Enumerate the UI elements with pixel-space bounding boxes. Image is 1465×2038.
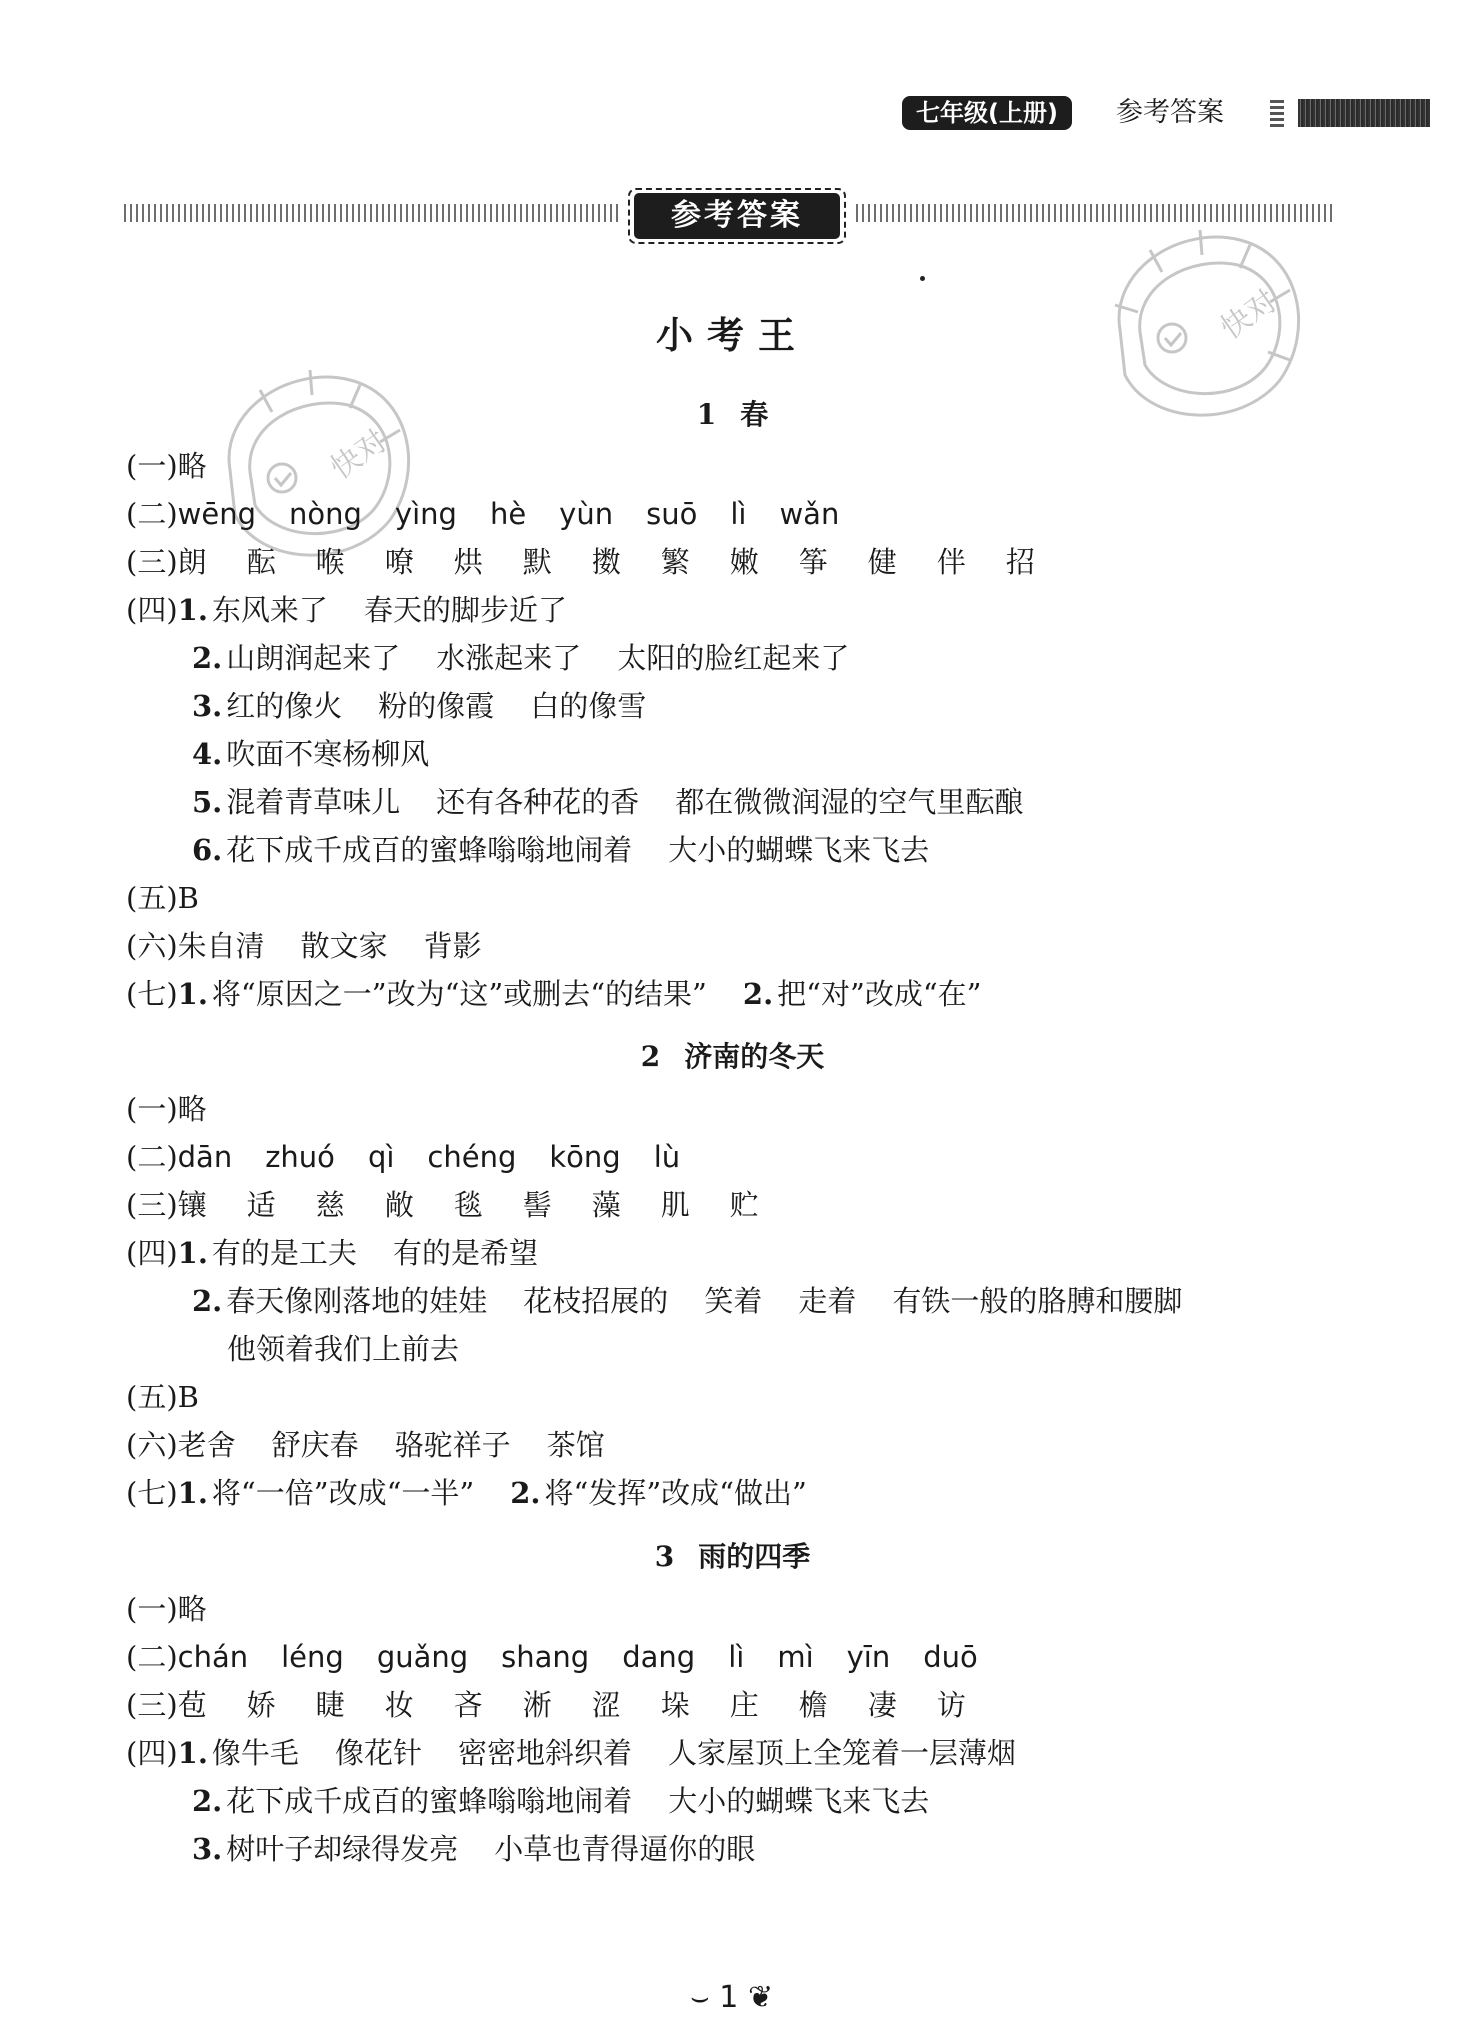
header-decoration-dots	[1270, 99, 1284, 127]
answer-segment: 有铁一般的胳膊和腰脚	[892, 1284, 1183, 1318]
answer-segment: 茶馆	[546, 1428, 605, 1462]
item-number: 6.	[192, 833, 223, 867]
answer-line	[126, 1136, 713, 1178]
pinyin-item: lì	[728, 1640, 745, 1674]
answer-line	[126, 1588, 207, 1630]
char-list	[178, 1184, 799, 1226]
question-label: (一)	[126, 1592, 178, 1626]
char-item: 垛	[660, 1688, 690, 1722]
answer-line	[126, 877, 199, 919]
char-item: 健	[867, 545, 897, 579]
char-item: 嘹	[384, 545, 414, 579]
question-label: (三)	[126, 1688, 178, 1722]
answer-segment: 红的像火	[226, 689, 343, 723]
item-number: 1.	[177, 1236, 208, 1270]
pinyin-item: lù	[653, 1140, 681, 1174]
answer-segment: 东风来了	[211, 593, 328, 627]
char-item: 访	[936, 1688, 966, 1722]
answer-segment: 人家屋顶上全笼着一层薄烟	[667, 1736, 1016, 1770]
section-title	[0, 393, 1465, 433]
question-label: (四)	[126, 593, 178, 627]
answer-segment: 老舍	[177, 1428, 236, 1462]
pinyin-item: zhuó	[265, 1140, 335, 1174]
header-title: 参考答案	[1116, 97, 1224, 128]
answer-segment: 将“原因之一”改为“这”或删去“的结果”	[211, 977, 707, 1011]
char-item: 朗	[177, 545, 207, 579]
char-item: 伴	[936, 545, 966, 579]
answer-line	[126, 1472, 807, 1514]
char-item: 繁	[660, 545, 690, 579]
char-item: 苞	[177, 1688, 207, 1722]
answer-line	[126, 1684, 1006, 1726]
answer-text: 略	[177, 1092, 207, 1126]
question-label: (五)	[126, 881, 178, 915]
answer-line	[126, 1732, 1016, 1774]
answer-text: 略	[177, 449, 207, 483]
pinyin-item: suō	[646, 497, 698, 531]
answer-line	[126, 445, 207, 487]
answer-segment: 笑着	[704, 1284, 763, 1318]
answer-line	[192, 781, 1059, 823]
watermark-text: 快对	[1214, 283, 1284, 347]
section-number: 1	[696, 398, 717, 431]
answer-segment: 像花针	[334, 1736, 422, 1770]
pinyin-item: chéng	[427, 1140, 517, 1174]
grade-tag: 七年级(上册)	[902, 96, 1072, 130]
leaf-icon: ❦	[747, 1980, 774, 2015]
answer-segment: 将“发挥”改成“做出”	[544, 1476, 807, 1510]
page-number	[690, 1980, 773, 2015]
answer-segment: 骆驼祥子	[394, 1428, 511, 1462]
question-label: (二)	[126, 497, 178, 531]
char-item: 藻	[591, 1188, 621, 1222]
section-title	[0, 1535, 1465, 1575]
answer-line	[126, 925, 518, 967]
answer-segment: 混着青草味儿	[226, 785, 401, 819]
answer-line	[192, 829, 965, 871]
section-name: 雨的四季	[698, 1540, 811, 1573]
question-label: (二)	[126, 1640, 178, 1674]
pinyin-item: nòng	[289, 497, 362, 531]
question-label: (六)	[126, 929, 178, 963]
pinyin-item: chán	[177, 1640, 249, 1674]
pinyin-item: shang	[501, 1640, 590, 1674]
answer-segment: 把“对”改成“在”	[777, 977, 982, 1011]
item-number: 2.	[192, 1784, 223, 1818]
answer-segment: 将“一倍”改成“一半”	[211, 1476, 475, 1510]
pinyin-item: lì	[730, 497, 747, 531]
pinyin-list	[178, 1636, 1011, 1678]
answer-line	[192, 637, 885, 679]
answer-line	[192, 685, 682, 727]
char-item: 敞	[384, 1188, 414, 1222]
answer-line	[126, 1424, 641, 1466]
char-item: 嫩	[729, 545, 759, 579]
question-label: (五)	[126, 1380, 178, 1414]
answer-line	[126, 589, 603, 631]
answer-line	[126, 973, 981, 1015]
char-item: 酝	[246, 545, 276, 579]
answer-segment: 大小的蝴蝶飞来飞去	[668, 1784, 930, 1818]
banner-dash-left	[124, 204, 619, 222]
pinyin-item: yìng	[394, 497, 457, 531]
pinyin-item: wǎn	[779, 497, 840, 531]
main-title: 小考王	[656, 313, 809, 357]
section-name: 济南的冬天	[684, 1040, 825, 1073]
page-curl-icon: ⌣	[690, 1980, 710, 2015]
answer-segment: 花下成千成百的蜜蜂嗡嗡地闹着	[226, 833, 633, 867]
section-number: 3	[654, 1540, 675, 1573]
char-item: 招	[1005, 545, 1035, 579]
section-title	[0, 1035, 1465, 1075]
char-list	[178, 1684, 1006, 1726]
answer-line	[126, 1184, 799, 1226]
item-number: 1.	[177, 1476, 208, 1510]
answer-segment: 朱自清	[177, 929, 265, 963]
question-label: (三)	[126, 545, 178, 579]
answer-segment: 吹面不寒杨柳风	[226, 737, 430, 771]
char-item: 贮	[729, 1188, 759, 1222]
answer-line	[227, 1328, 459, 1370]
pinyin-item: hè	[489, 497, 527, 531]
answer-line	[126, 1376, 199, 1418]
char-item: 淅	[522, 1688, 552, 1722]
answer-segment: 太阳的脸红起来了	[617, 641, 850, 675]
item-number: 3.	[192, 1832, 223, 1866]
answer-segment: 背影	[423, 929, 482, 963]
answer-text: 略	[177, 1592, 207, 1626]
answer-segment: 春天像刚落地的娃娃	[226, 1284, 488, 1318]
item-number: 3.	[192, 689, 223, 723]
char-item: 涩	[591, 1688, 621, 1722]
pinyin-item: léng	[281, 1640, 344, 1674]
answer-segment: 花下成千成百的蜜蜂嗡嗡地闹着	[226, 1784, 633, 1818]
answer-segment: 密密地斜织着	[457, 1736, 632, 1770]
pinyin-item: duō	[923, 1640, 978, 1674]
banner-title: 参考答案	[634, 193, 840, 239]
pinyin-list	[178, 493, 873, 535]
char-item: 镶	[177, 1188, 207, 1222]
answer-line	[192, 733, 465, 775]
answer-line	[192, 1780, 929, 1822]
char-item: 适	[246, 1188, 276, 1222]
question-label: (四)	[126, 1236, 178, 1270]
pinyin-item: mì	[777, 1640, 814, 1674]
pinyin-item: yùn	[559, 497, 614, 531]
question-label: (六)	[126, 1428, 178, 1462]
char-item: 娇	[246, 1688, 276, 1722]
pinyin-item: yīn	[846, 1640, 891, 1674]
question-label: (三)	[126, 1188, 178, 1222]
answer-segment: 有的是希望	[392, 1236, 538, 1270]
answer-text: B	[177, 881, 199, 915]
answer-line	[126, 493, 872, 535]
char-item: 擞	[591, 545, 621, 579]
answer-text: B	[177, 1380, 199, 1414]
question-label: (一)	[126, 449, 178, 483]
item-number: 5.	[192, 785, 223, 819]
char-item: 喉	[315, 545, 345, 579]
answer-segment: 春天的脚步近了	[363, 593, 567, 627]
item-number: 2.	[742, 977, 774, 1011]
section-name: 春	[740, 398, 769, 431]
char-item: 慈	[315, 1188, 345, 1222]
answer-segment: 都在微微润湿的空气里酝酿	[675, 785, 1024, 819]
pinyin-item: qì	[367, 1140, 395, 1174]
item-number: 4.	[192, 737, 223, 771]
answer-line	[126, 541, 1075, 583]
item-number: 1.	[177, 593, 208, 627]
char-item: 肌	[660, 1188, 690, 1222]
pinyin-list	[178, 1136, 714, 1178]
answer-line	[192, 1280, 1182, 1322]
header-decoration-bar	[1298, 99, 1430, 127]
question-label: (二)	[126, 1140, 178, 1174]
watermark-text: 快对	[324, 423, 394, 487]
char-item: 庄	[729, 1688, 759, 1722]
item-number: 2.	[510, 1476, 541, 1510]
answer-line	[192, 1828, 755, 1870]
answer-line	[126, 1088, 207, 1130]
section-number: 2	[640, 1040, 661, 1073]
question-label: (七)	[126, 1476, 178, 1510]
answer-segment: 像牛毛	[211, 1736, 299, 1770]
item-number: 2.	[192, 1284, 223, 1318]
char-item: 筝	[798, 545, 828, 579]
answer-segment: 水涨起来了	[436, 641, 582, 675]
item-number: 1.	[177, 977, 208, 1011]
answer-segment: 还有各种花的香	[436, 785, 640, 819]
page-number-text: 1	[719, 1980, 739, 2015]
answer-segment: 白的像雪	[530, 689, 647, 723]
pinyin-item: kōng	[549, 1140, 621, 1174]
item-number: 2.	[192, 641, 223, 675]
pinyin-item: wēng	[177, 497, 256, 531]
char-item: 凄	[867, 1688, 897, 1722]
answer-segment: 小草也青得逼你的眼	[494, 1832, 756, 1866]
char-item: 吝	[453, 1688, 483, 1722]
char-item: 烘	[453, 545, 483, 579]
item-number: 1.	[177, 1736, 208, 1770]
char-list	[178, 541, 1075, 583]
answer-segment: 花枝招展的	[523, 1284, 669, 1318]
stray-dot	[920, 276, 925, 281]
char-item: 睫	[315, 1688, 345, 1722]
answer-line	[126, 1232, 574, 1274]
answer-line	[126, 1636, 1011, 1678]
char-item: 髻	[522, 1188, 552, 1222]
pinyin-item: dang	[622, 1640, 696, 1674]
answer-segment: 山朗润起来了	[226, 641, 401, 675]
answer-segment: 散文家	[300, 929, 388, 963]
question-label: (四)	[126, 1736, 178, 1770]
answer-segment: 大小的蝴蝶飞来飞去	[668, 833, 930, 867]
question-label: (一)	[126, 1092, 178, 1126]
answer-segment: 他领着我们上前去	[227, 1332, 460, 1366]
answer-segment: 舒庆春	[271, 1428, 359, 1462]
char-item: 檐	[798, 1688, 828, 1722]
answer-segment: 树叶子却绿得发亮	[226, 1832, 459, 1866]
question-label: (七)	[126, 977, 178, 1011]
char-item: 妆	[384, 1688, 414, 1722]
answer-segment: 走着	[798, 1284, 857, 1318]
pinyin-item: dān	[177, 1140, 233, 1174]
char-item: 毯	[453, 1188, 483, 1222]
answer-segment: 粉的像霞	[378, 689, 495, 723]
char-item: 默	[522, 545, 552, 579]
answer-segment: 有的是工夫	[211, 1236, 357, 1270]
pinyin-item: guǎng	[376, 1640, 469, 1674]
